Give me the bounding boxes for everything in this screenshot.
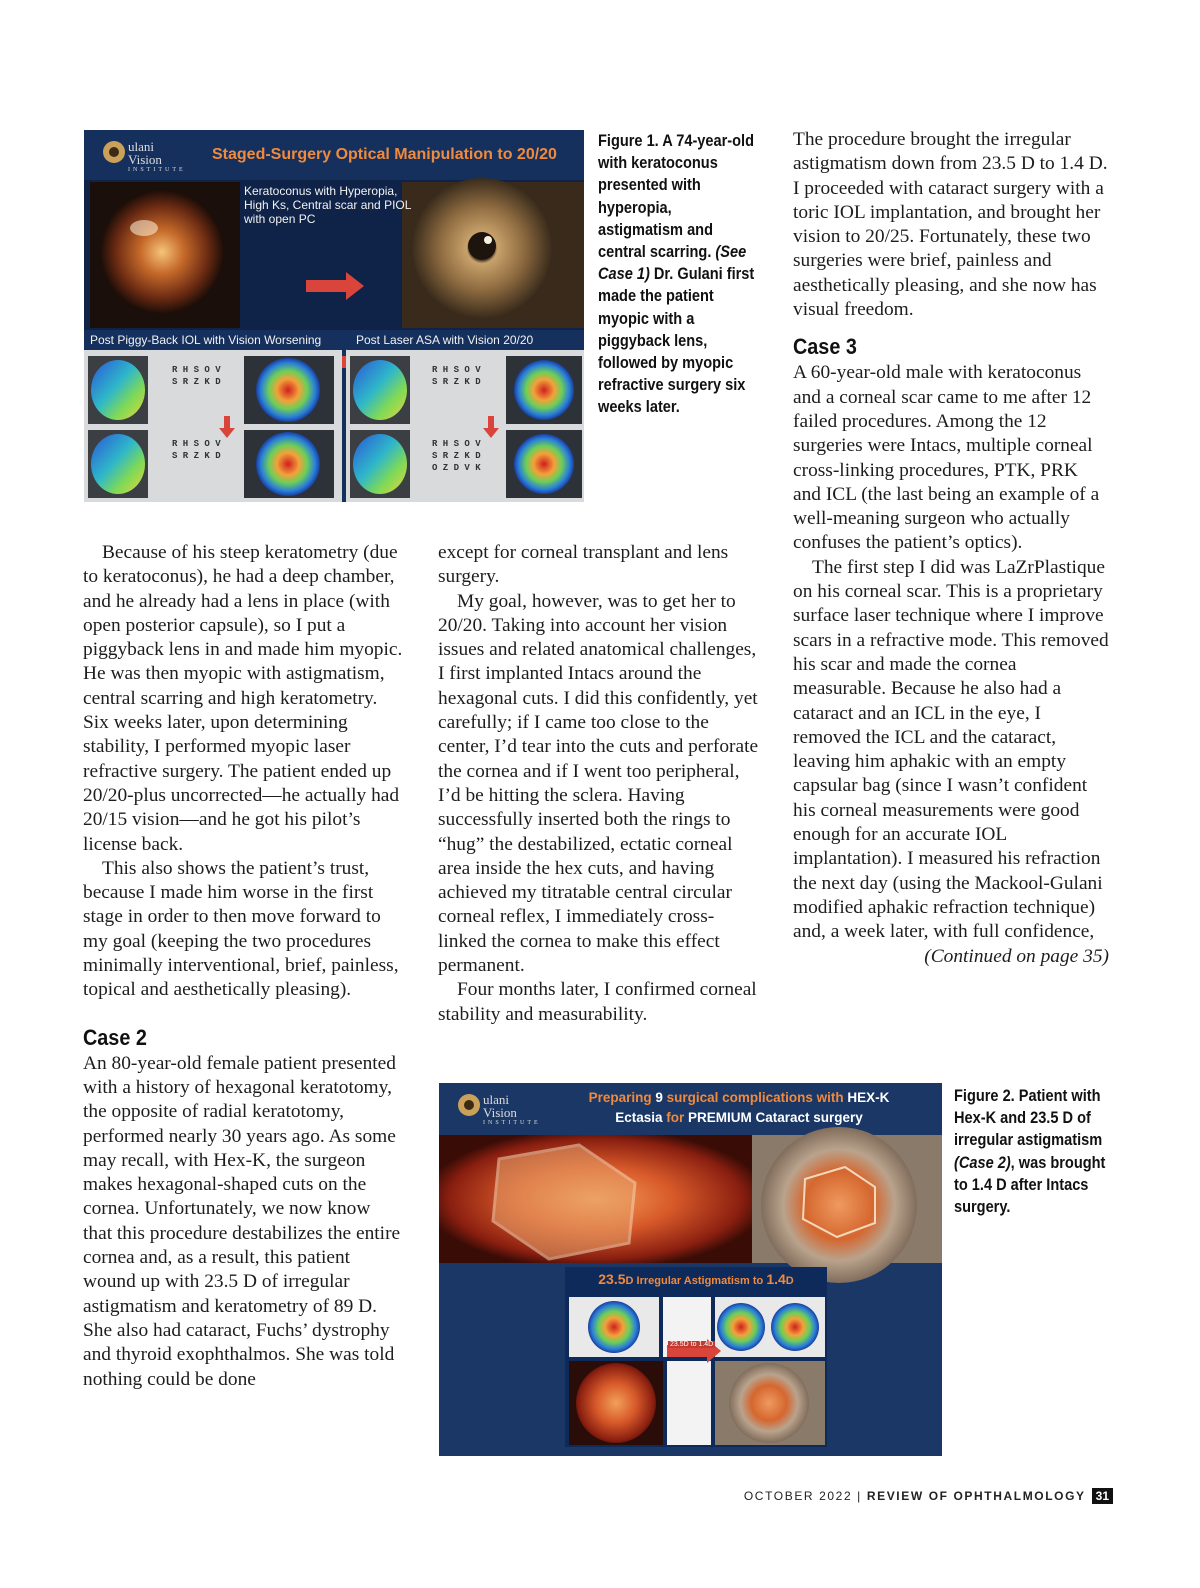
figure-2-caption-bold-2: , was brought to 1.4 D after Intacs surgery. bbox=[954, 1153, 1106, 1217]
figure-2-caption-ref: (Case 2) bbox=[954, 1153, 1011, 1172]
figure-1-label-left: Post Piggy-Back IOL with Vision Worsening bbox=[90, 333, 322, 347]
col3-paragraph-3: The first step I did was LaZrPlastique on his corneal scar. This is a proprietary surface laser technique where I improve scars in a refractive mode. This removed his scar and made the cornea measurable. Because he also had a cataract and an ICL in the eye, I removed the ICL and the cataract, leaving him aphakic with an empty capsular bag (since I wasn’t confident his corneal measurements were good enough for an accurate IOL implantation). I measured his refraction the next day (using the Mackool-Gulani modified aphakic refraction technique) and, a week later, with full confidence, bbox=[793, 556, 1109, 943]
subtitle-text: D bbox=[785, 1275, 794, 1287]
figure-2-title-line-2 bbox=[559, 1108, 919, 1128]
figure-2-title-line-1 bbox=[559, 1088, 919, 1108]
eye-chart-row: R H S O V bbox=[432, 439, 481, 449]
title-text: HEX-K bbox=[847, 1090, 890, 1105]
figure-1-caption-bold-2: Dr. Gulani first made the patient myopic with a piggyback lens, followed by myopic refractive surgery six weeks later. bbox=[598, 265, 755, 417]
figure-1-caption-ref: (See Case 1) bbox=[598, 243, 747, 284]
figure-2-caption-bold: Figure 2. Patient with Hex-K and 23.5 D of irregular astigmatism bbox=[954, 1087, 1103, 1150]
eye-chart-row: O Z D V K bbox=[432, 463, 481, 473]
subtitle-text: 23.5 bbox=[598, 1271, 626, 1287]
title-text: surgical complications with bbox=[662, 1090, 848, 1105]
col1-paragraph-3: An 80-year-old female patient presented with a history of hexagonal keratotomy, the opposite of radial keratotomy, performed nearly 30 years ago. As some may recall, with Hex-K, the surgeon makes hexagonal-shaped cuts on the cornea. Unfortunately, we now know that this procedure destabilizes the entire cornea and, as a result, this patient wound up with 23.5 D of irregular astigmatism and keratometry of 89 D. She also had cataract, Fuchs’ dystrophy and thyroid exophthalmos. She was told nothing could be done bbox=[83, 1052, 401, 1390]
logo-line-1: ulani bbox=[483, 1092, 509, 1107]
title-text: Ectasia bbox=[615, 1110, 663, 1125]
col3-paragraph-1: The procedure brought the irregular astigmatism down from 23.5 D to 1.4 D. I proceeded with cataract surgery with a toric IOL implantation, and brought her vision to 20/25. Fortunately, these two surgeries were brief, painless and aesthetically pleasing, and she now has visual freedom. bbox=[793, 129, 1108, 321]
figure-1-caption-bold: Figure 1. A 74-year-old with keratoconus presented with hyperopia, astigmatism and central scarring. bbox=[598, 132, 754, 262]
subtitle-text: D Irregular Astigmatism to bbox=[625, 1275, 767, 1287]
eye-chart-left-top bbox=[172, 364, 221, 388]
gulani-logo-2 bbox=[483, 1093, 541, 1127]
column-2 bbox=[438, 541, 760, 1027]
column-1 bbox=[83, 541, 403, 1392]
col3-paragraph-2: A 60-year-old male with keratoconus and a corneal scar came to me after 12 failed procedures. Among the 12 surgeries were Intacs, multiple corneal cross-linking procedures, PTK, PRK and ICL (the last being an example of a well-meaning surgeon who actually confuses the patient’s optics). bbox=[793, 362, 1100, 554]
col2-paragraph-1: except for corneal transplant and lens surgery. bbox=[438, 542, 729, 588]
logo-line-1: ulani bbox=[128, 139, 154, 154]
title-text: for bbox=[662, 1110, 688, 1125]
figure-1-slide-title: Staged-Surgery Optical Manipulation to 20/20 bbox=[212, 146, 557, 163]
figure-2-slide-title bbox=[559, 1088, 919, 1128]
continued-note: (Continued on page 35) bbox=[924, 945, 1109, 967]
figure-1-label-right: Post Laser ASA with Vision 20/20 bbox=[356, 333, 534, 347]
page-footer bbox=[744, 1488, 1113, 1504]
subtitle-text: 1.4 bbox=[766, 1271, 786, 1287]
figure-2-image bbox=[439, 1083, 942, 1456]
footer-separator: | bbox=[857, 1489, 862, 1503]
eye-chart-right-top bbox=[432, 364, 481, 388]
figure-2-arrow-label: 23.5D to 1.4D bbox=[670, 1341, 714, 1348]
eye-chart-left-bottom bbox=[172, 438, 221, 462]
eye-chart-right-bottom bbox=[432, 438, 481, 474]
col1-paragraph-2: This also shows the patient’s trust, because I made him worse in the first stage in order to then move forward to my goal (keeping the two procedures minimally interventional, brief, painless, topical and aesthetically pleasing). bbox=[83, 857, 399, 1001]
eye-chart-row: S R Z K D bbox=[432, 451, 481, 461]
logo-line-3: INSTITUTE bbox=[128, 167, 186, 173]
case-3-heading: Case 3 bbox=[793, 334, 857, 360]
eye-chart-row: R H S O V bbox=[432, 365, 481, 375]
gulani-logo bbox=[128, 140, 186, 174]
figure-1-overlay-text: Keratoconus with Hyperopia, High Ks, Central scar and PIOL with open PC bbox=[244, 184, 411, 226]
figure-2-slide bbox=[439, 1083, 942, 1456]
col1-paragraph-1: Because of his steep keratometry (due to keratoconus), he had a deep chamber, and he already had a lens in place (with open posterior capsule), so I put a piggyback lens in and made him myopic. He was then myopic with astigmatism, central scarring and high keratometry. Six weeks later, upon determining stability, I performed myopic laser refractive surgery. The patient ended up 20/20-plus uncorrected—he actually had 20/15 vision—and he got his pilot’s license back. bbox=[83, 542, 403, 855]
footer-month: OCTOBER 2022 bbox=[743, 1489, 853, 1503]
title-text: Preparing bbox=[588, 1090, 656, 1105]
figure-2-caption bbox=[954, 1085, 1114, 1218]
figure-1-image bbox=[84, 130, 584, 502]
eye-chart-row: R H S O V bbox=[172, 365, 221, 375]
eye-chart-row: S R Z K D bbox=[172, 377, 221, 387]
eye-chart-row: S R Z K D bbox=[432, 377, 481, 387]
logo-line-3: INSTITUTE bbox=[483, 1120, 541, 1126]
title-text: 9 bbox=[655, 1090, 663, 1105]
eye-chart-row: S R Z K D bbox=[172, 451, 221, 461]
eye-chart-row: R H S O V bbox=[172, 439, 221, 449]
column-3 bbox=[793, 128, 1109, 969]
col2-paragraph-3: Four months later, I confirmed corneal stability and measurability. bbox=[438, 979, 757, 1025]
figure-1-caption bbox=[598, 130, 756, 419]
figure-2-subtitle bbox=[565, 1271, 827, 1287]
col2-paragraph-2: My goal, however, was to get her to 20/20. Taking into account her vision issues and related anatomical challenges, I first implanted Intacs around the hexagonal cuts. I did this confidently, yet carefully; if I came too close to the center, I’d tear into the cuts and perforate the cornea and if I went too peripheral, I’d be hitting the sclera. Having successfully inserted both the rings to “hug” the destabilized, ectatic corneal area inside the hex cuts, and having achieved my titratable central circular corneal reflex, I immediately cross-linked the cornea to make this effect permanent. bbox=[438, 590, 759, 977]
logo-line-2: Vision bbox=[128, 152, 162, 167]
footer-journal: REVIEW OF OPHTHALMOLOGY bbox=[866, 1489, 1086, 1503]
logo-line-2: Vision bbox=[483, 1105, 517, 1120]
case-2-heading: Case 2 bbox=[83, 1024, 147, 1050]
page-number: 31 bbox=[1092, 1488, 1113, 1504]
title-text: PREMIUM Cataract surgery bbox=[687, 1110, 863, 1125]
